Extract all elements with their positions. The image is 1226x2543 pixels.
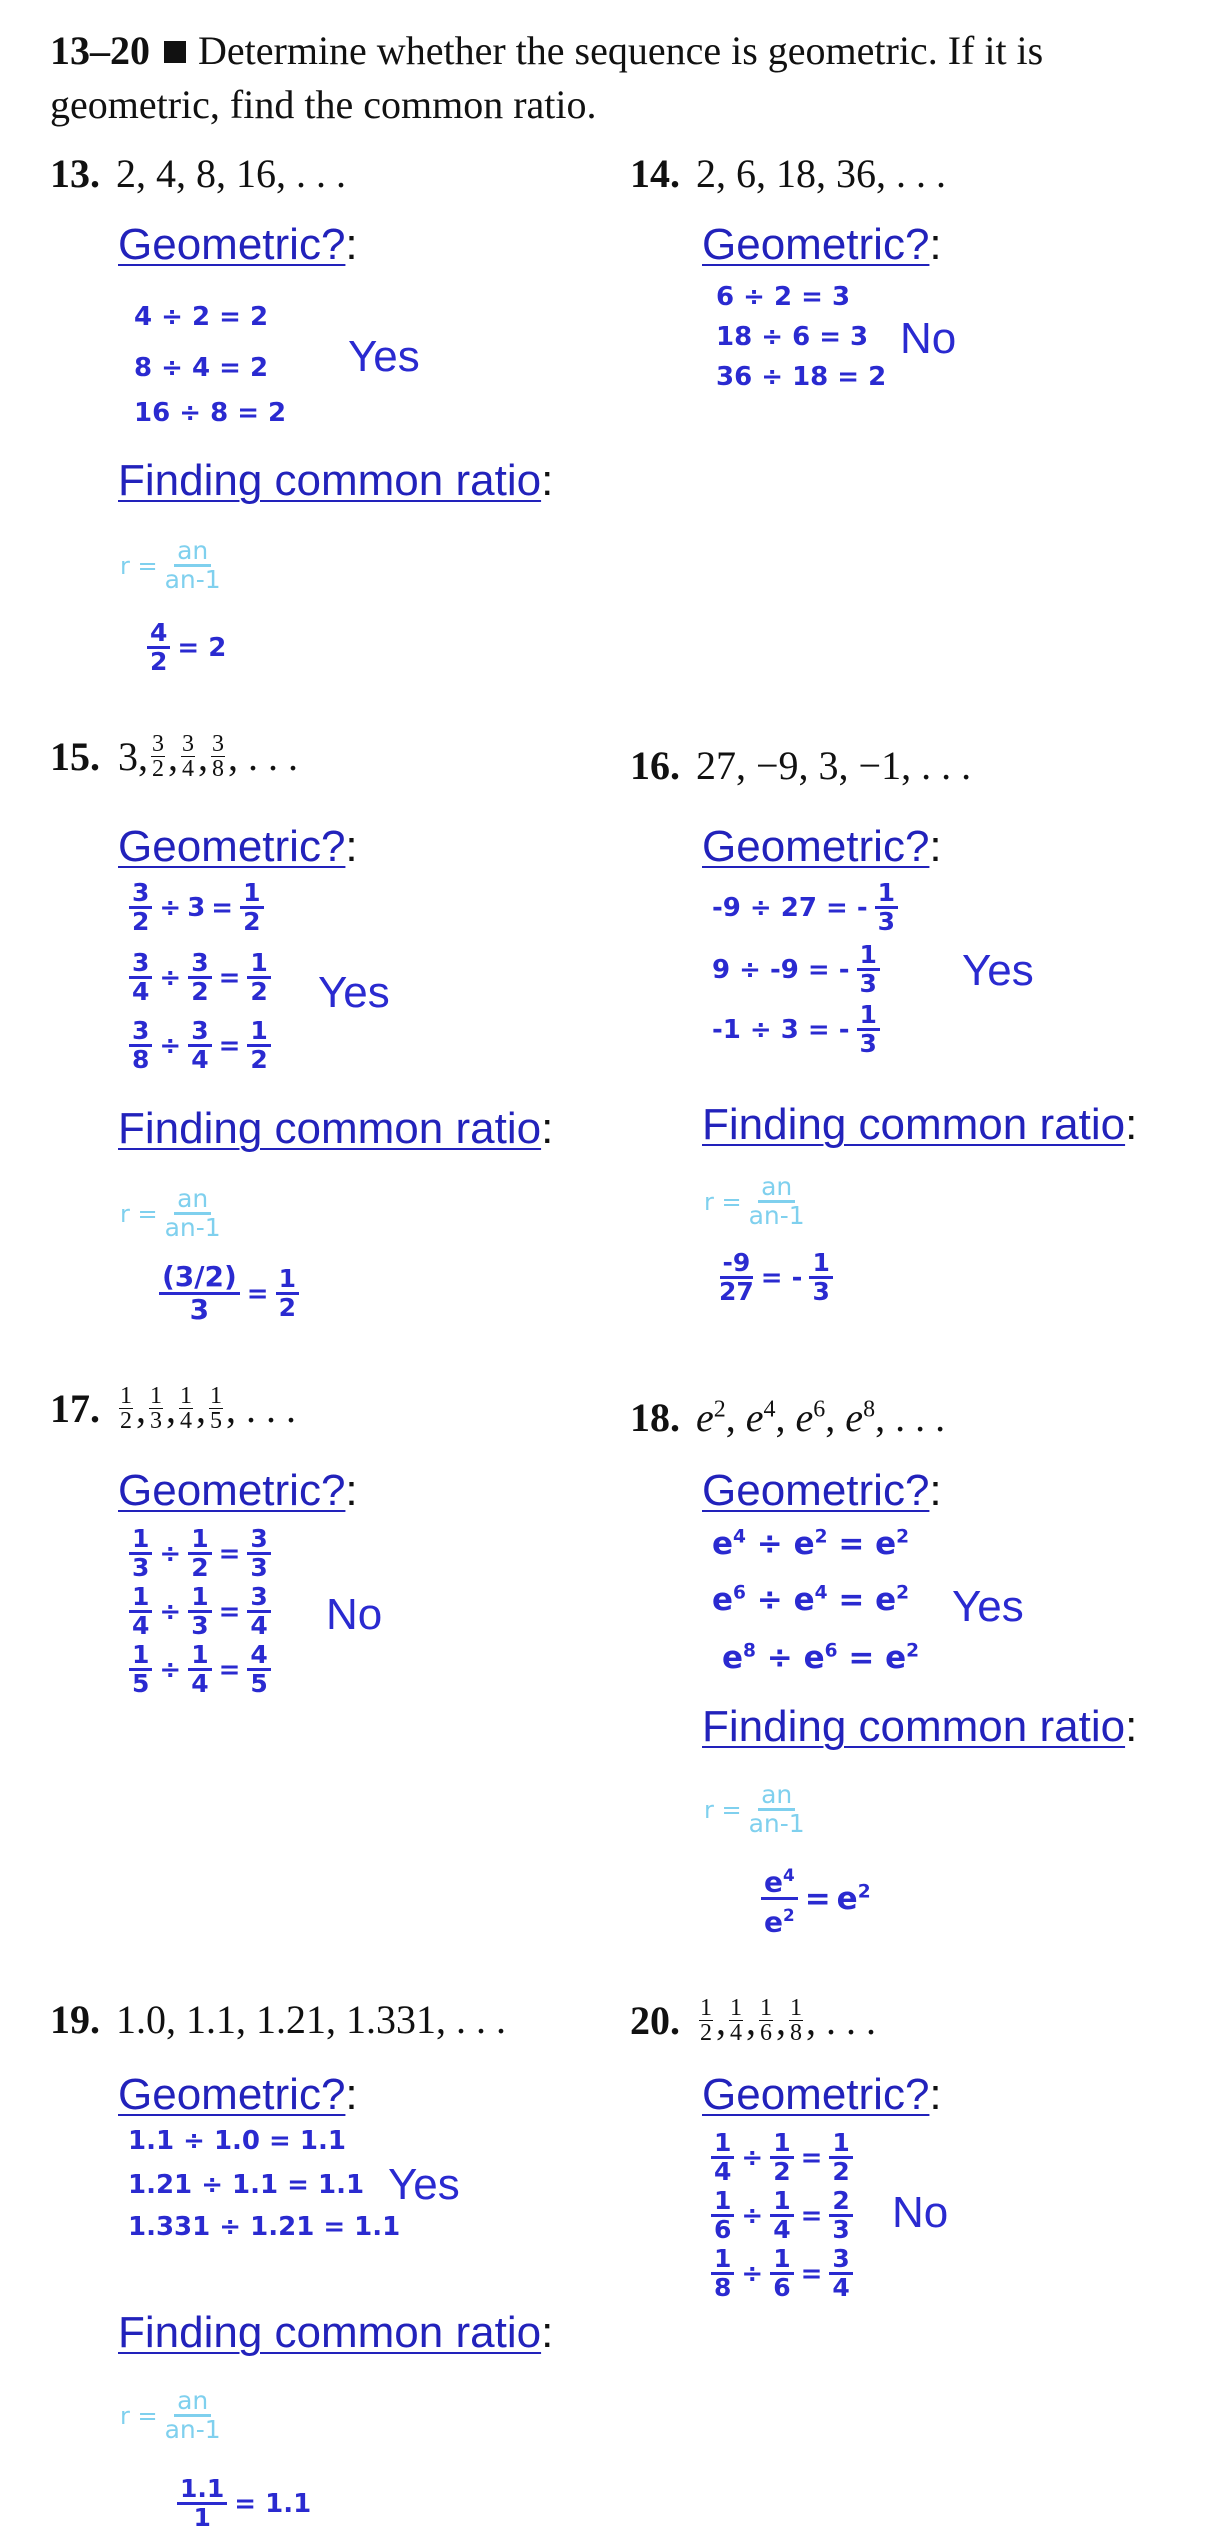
work-line: $\frac{1}{5}$ ÷ $\frac{1}{4}$ = $\frac{4}{5}$: [128, 1642, 272, 1697]
problem-number: 18.: [630, 1395, 680, 1440]
answer: No: [900, 314, 957, 363]
finding-ratio-heading: Finding common ratio:: [118, 2308, 554, 2357]
problem-number: 15.: [50, 734, 100, 779]
answer: Yes: [348, 332, 420, 381]
work-line: $\frac{3}{2}$ ÷ 3 = $\frac{1}{2}$: [128, 880, 265, 935]
ratio-calc: $\frac{-9}{27}$ = - $\frac{1}{3}$: [718, 1250, 834, 1305]
answer: Yes: [962, 946, 1034, 995]
finding-ratio-heading: Finding common ratio:: [118, 456, 554, 505]
exercise-instructions: [50, 24, 1190, 132]
finding-ratio-heading: Finding common ratio:: [702, 1702, 1138, 1751]
work-line: $\frac{1}{4}$ ÷ $\frac{1}{2}$ = $\frac{1}{2}$: [710, 2130, 854, 2185]
geometric-heading: Geometric?:: [702, 220, 942, 269]
ratio-formula: r = $\frac{an}{an-1}$: [120, 536, 221, 594]
work-line: $\frac{1}{4}$ ÷ $\frac{1}{3}$ = $\frac{3}{4}$: [128, 1584, 272, 1639]
work-line: 1.331 ÷ 1.21 = 1.1: [128, 2212, 401, 2242]
ratio-formula: r = $\frac{an}{an-1}$: [120, 1184, 221, 1242]
finding-ratio-heading: Finding common ratio:: [118, 1104, 554, 1153]
work-line: -9 ÷ 27 = - $\frac{1}{3}$: [712, 880, 899, 935]
work-line: $e^8 \div e^6 = e^2$: [722, 1640, 920, 1676]
work-line: $\frac{3}{4}$ ÷ $\frac{3}{2}$ = $\frac{1}{2}$: [128, 950, 272, 1005]
answer: No: [326, 1590, 383, 1639]
answer: Yes: [318, 968, 390, 1017]
problem-20: 20. $\frac{1}{2}$ , $\frac{1}{4}$ , $\frac{1}{6}$ , $\frac{1}{8}$ , . . .: [630, 1995, 876, 2046]
work-line: $\frac{3}{8}$ ÷ $\frac{3}{4}$ = $\frac{1}{2}$: [128, 1018, 272, 1073]
problem-13: [50, 150, 346, 197]
work-line: $e^4 \div e^2 = e^2$: [712, 1526, 910, 1562]
work-line: 8 ÷ 4 = 2: [134, 353, 269, 383]
problem-16: [630, 742, 971, 789]
work-line: 1.21 ÷ 1.1 = 1.1: [128, 2170, 365, 2200]
work-line: $\frac{1}{6}$ ÷ $\frac{1}{4}$ = $\frac{2}{3}$: [710, 2188, 854, 2243]
answer: Yes: [952, 1582, 1024, 1631]
answer: No: [892, 2188, 949, 2237]
problem-18: 18. $e^2$, $e^4$, $e^6$, $e^8$, . . .: [630, 1395, 946, 1440]
geometric-heading: Geometric?:: [118, 220, 358, 269]
ratio-calc: $\frac{1.1}{1}$ = 1.1: [176, 2476, 311, 2531]
instruction-text: Determine whether the sequence is geometric. If it is geometric, find the common ratio.: [50, 28, 1044, 127]
problem-number: 14.: [630, 151, 680, 196]
work-line: $e^6 \div e^4 = e^2$: [712, 1582, 910, 1618]
finding-ratio-heading: Finding common ratio:: [702, 1100, 1138, 1149]
work-line: $\frac{1}{3}$ ÷ $\frac{1}{2}$ = $\frac{3}{3}$: [128, 1526, 272, 1581]
work-line: 36 ÷ 18 = 2: [716, 362, 887, 392]
geometric-heading: Geometric?:: [702, 1466, 942, 1515]
problem-19: [50, 1996, 506, 2043]
ratio-calc: $\frac{(3/2)}{3}$ = $\frac{1}{2}$: [158, 1262, 300, 1325]
work-line: 1.1 ÷ 1.0 = 1.1: [128, 2126, 346, 2156]
work-line: $\frac{1}{8}$ ÷ $\frac{1}{6}$ = $\frac{3}{4}$: [710, 2246, 854, 2301]
sequence: 27, −9, 3, −1, . . .: [696, 743, 972, 788]
problem-number: 19.: [50, 1997, 100, 2042]
geometric-heading: Geometric?:: [118, 1466, 358, 1515]
problem-number: 13.: [50, 151, 100, 196]
geometric-heading: Geometric?:: [702, 822, 942, 871]
geometric-heading: Geometric?:: [702, 2070, 942, 2119]
square-bullet-icon: [164, 41, 186, 63]
work-line: 16 ÷ 8 = 2: [134, 398, 287, 428]
ratio-calc: $\frac{4}{2}$ = 2: [146, 620, 226, 675]
work-line: 9 ÷ -9 = - $\frac{1}{3}$: [712, 942, 881, 997]
ratio-formula: r = $\frac{an}{an-1}$: [120, 2386, 221, 2444]
ratio-formula: r = $\frac{an}{an-1}$: [704, 1780, 805, 1838]
problem-15: 15. 3, $\frac{3}{2}$ , $\frac{3}{4}$ , $\frac{3}{8}$ , . . .: [50, 731, 298, 782]
geometric-heading: Geometric?:: [118, 822, 358, 871]
problem-number: 20.: [630, 1998, 680, 2043]
ratio-calc: $\frac{e^4}{e^2}$ = $e^2$: [760, 1860, 871, 1938]
work-line: 4 ÷ 2 = 2: [134, 302, 269, 332]
sequence: 2, 6, 18, 36, . . .: [696, 151, 946, 196]
work-line: -1 ÷ 3 = - $\frac{1}{3}$: [712, 1002, 881, 1057]
problem-14: [630, 150, 946, 197]
work-line: 6 ÷ 2 = 3: [716, 282, 851, 312]
geometric-heading: Geometric?:: [118, 2070, 358, 2119]
problem-number: 16.: [630, 743, 680, 788]
sequence: 1.0, 1.1, 1.21, 1.331, . . .: [116, 1997, 506, 2042]
problem-number: 17.: [50, 1386, 100, 1431]
problem-17: 17. $\frac{1}{2}$ , $\frac{1}{3}$ , $\frac{1}{4}$ , $\frac{1}{5}$ , . . .: [50, 1383, 296, 1434]
exercise-range: 13–20: [50, 28, 150, 73]
answer: Yes: [388, 2160, 460, 2209]
sequence: 2, 4, 8, 16, . . .: [116, 151, 346, 196]
work-line: 18 ÷ 6 = 3: [716, 322, 869, 352]
ratio-formula: r = $\frac{an}{an-1}$: [704, 1172, 805, 1230]
